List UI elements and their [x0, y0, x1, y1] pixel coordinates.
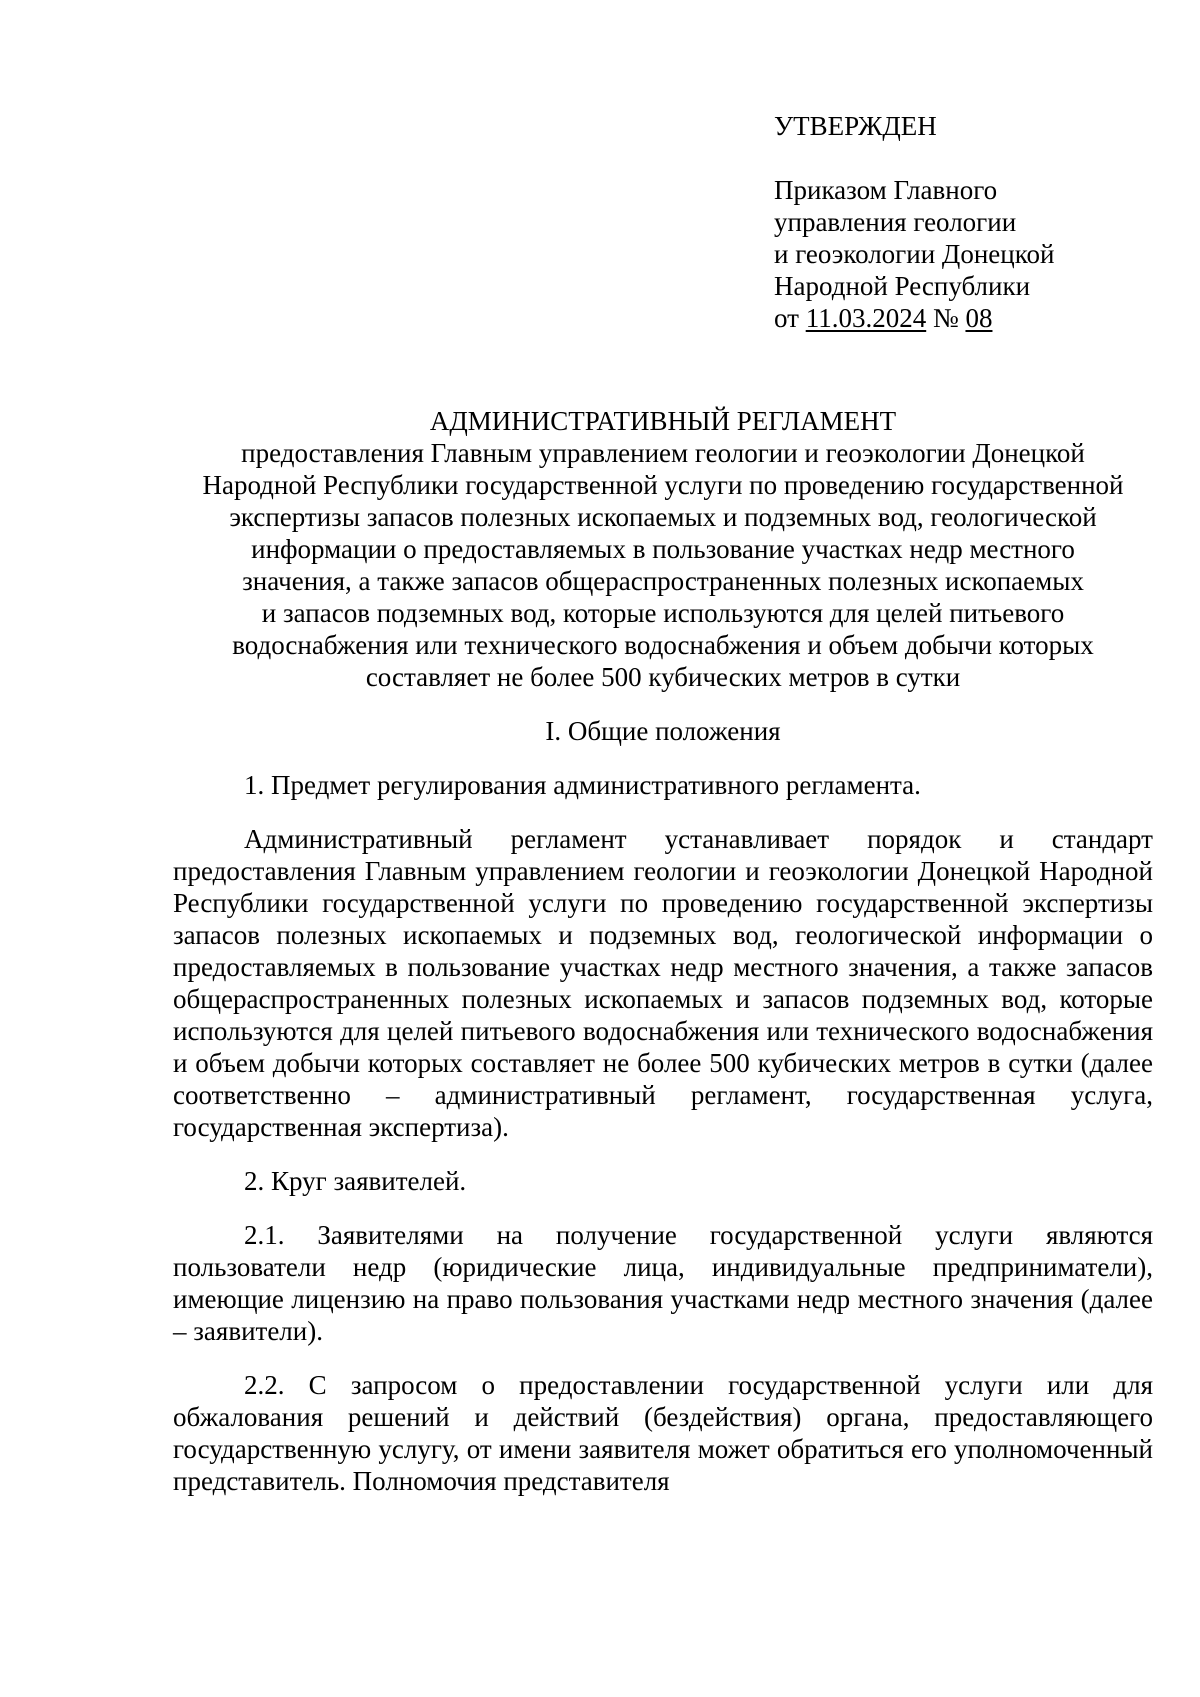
document-subtitle-line: предоставления Главным управлением геологии и геоэкологии Донецкой	[241, 438, 1085, 468]
approval-number-prefix: №	[926, 303, 966, 333]
document-subtitle-line: экспертизы запасов полезных ископаемых и подземных вод, геологической	[229, 502, 1097, 532]
document-subtitle-line: Народной Республики государственной услуги по проведению государственной	[202, 470, 1124, 500]
approval-title: УТВЕРЖДЕН	[774, 111, 937, 141]
document-subtitle-line: водоснабжения или технического водоснабжения и объем добычи которых	[232, 630, 1094, 660]
section-heading-general: I. Общие положения	[545, 716, 781, 746]
paragraph-subject: Административный регламент устанавливает порядок и стандарт предоставления Главным управлением геологии и геоэкологии Донецкой Народной Республики государственной услуги по проведению государственной экспертизы запасов полезных ископаемых и подземных вод, геологической информации о предоставляемых в пользование участках недр местного значения, а также запасов общераспространенных полезных ископаемых и запасов подземных вод, которые используются для целей питьевого водоснабжения или технического водоснабжения и объем добычи которых составляет не более 500 кубических метров в сутки (далее соответственно – административный регламент, государственная услуга, государственная экспертиза).	[173, 824, 1153, 1142]
approval-date: 11.03.2024	[805, 303, 927, 333]
approval-number: 08	[965, 303, 993, 333]
document-body	[173, 405, 1153, 1497]
paragraph-2-2: 2.2. С запросом о предоставлении государственной услуги или для обжалования решений и действий (бездействия) органа, предоставляющего государственную услугу, от имени заявителя может обратиться его уполномоченный представитель. Полномочия представителя	[173, 1370, 1153, 1496]
document-subtitle-line: информации о предоставляемых в пользование участках недр местного	[251, 534, 1075, 564]
approval-line-1: Приказом Главного	[774, 175, 998, 205]
paragraph-2-1: 2.1. Заявителями на получение государственной услуги являются пользователи недр (юридические лица, индивидуальные предприниматели), имеющие лицензию на право пользования участками недр местного значения (далее – заявители).	[173, 1220, 1153, 1346]
approval-line-2: управления геологии	[774, 207, 1017, 237]
approval-line-4: Народной Республики	[774, 271, 1031, 301]
subsection-heading-applicants: 2. Круг заявителей.	[244, 1166, 467, 1196]
approval-line-3: и геоэкологии Донецкой	[774, 239, 1055, 269]
approval-block	[774, 110, 1154, 334]
document-subtitle-line: составляет не более 500 кубических метров в сутки	[365, 662, 961, 692]
subsection-heading-subject: 1. Предмет регулирования административного регламента.	[244, 770, 921, 800]
document-subtitle-line: значения, а также запасов общераспространенных полезных ископаемых	[242, 566, 1084, 596]
document-subtitle-line: и запасов подземных вод, которые используются для целей питьевого	[261, 598, 1065, 628]
document-title: АДМИНИСТРАТИВНЫЙ РЕГЛАМЕНТ	[429, 406, 897, 436]
approval-date-prefix: от	[774, 303, 806, 333]
approval-date-line	[774, 302, 1154, 334]
document-title-block	[173, 405, 1153, 693]
